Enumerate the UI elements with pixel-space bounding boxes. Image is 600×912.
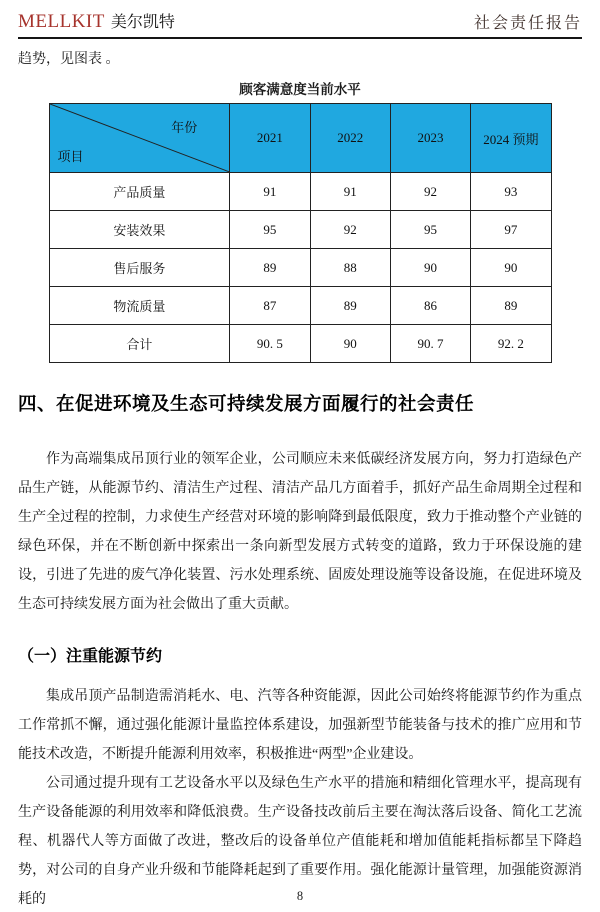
column-header-2023: 2023 [390,104,470,173]
column-header-2024-forecast: 2024 预期 [471,104,551,173]
cell-value: 88 [310,249,390,287]
cell-value: 89 [310,287,390,325]
cell-value: 91 [230,173,310,211]
row-label-total: 合计 [49,325,230,363]
cell-value: 90 [471,249,551,287]
cell-value: 91 [310,173,390,211]
intro-text: 趋势，见图表 。 [18,52,120,67]
paragraph-energy-saving-2: 公司通过提升现有工艺设备水平以及绿色生产水平的措施和精细化管理水平，提高现有生产设备能源的利用效率和降低浪费。生产设备技改前后主要在淘汰落后设备、简化工艺流程、机器代人等方面做了改进，整改后的设备单位产值能耗和增加值能耗指标都呈下降趋势，对公司的自身产业升级和节能降耗起到了重要作用。强化能源计量管理，加强能资源消耗的 [18,776,582,907]
cell-value: 90 [310,325,390,363]
corner-cell [49,104,230,173]
document-title: 社会责任报告 [473,15,582,32]
section-heading: 四、在促进环境及生态可持续发展方面履行的社会责任 [18,393,475,414]
table-row-total [49,325,551,363]
cell-value: 90. 5 [230,325,310,363]
page-number: 8 [296,889,304,903]
cell-value: 92 [310,211,390,249]
column-header-2021: 2021 [230,104,310,173]
row-label-after-sales: 售后服务 [49,249,230,287]
table-row [49,287,551,325]
cell-value: 89 [230,249,310,287]
row-label-installation: 安装效果 [49,211,230,249]
table-title: 顾客满意度当前水平 [239,82,361,97]
page-header [18,0,582,39]
corner-label-item: 项目 [57,149,84,164]
cell-value: 90 [390,249,470,287]
cell-value: 97 [471,211,551,249]
table-row [49,211,551,249]
row-label-logistics: 物流质量 [49,287,230,325]
table-row [49,249,551,287]
cell-value: 87 [230,287,310,325]
paragraph-energy-saving-1: 集成吊顶产品制造需消耗水、电、汽等各种资能源，因此公司始终将能源节约作为重点工作常抓不懈，通过强化能源计量监控体系建设，加强新型节能装备与技术的推广应用和节能技术改造，不断提升能源利用效率，积极推进“两型”企业建设。 [18,689,582,762]
table-row [49,173,551,211]
cell-value: 86 [390,287,470,325]
brand-name-cn: 美尔凯特 [110,14,175,31]
paragraph-environment-overview: 作为高端集成吊顶行业的领军企业，公司顺应未来低碳经济发展方向，努力打造绿色产品生产链，从能源节约、清洁生产过程、清洁产品几方面着手，抓好产品生命周期全过程和生产全过程的控制，力求使生产经营对环境的影响降到最低限度，致力于推动整个产业链的绿色环保，并在不断创新中探索出一条向新型发展方式转变的道路，致力于环保设施的建设，引进了先进的废气净化装置、污水处理系统、固废处理设施等设备设施，在促进环境及生态可持续发展方面为社会做出了重大贡献。 [18,452,582,612]
table-header-row [49,104,551,173]
cell-value: 92 [390,173,470,211]
cell-value: 92. 2 [471,325,551,363]
cell-value: 93 [471,173,551,211]
cell-value: 89 [471,287,551,325]
cell-value: 95 [230,211,310,249]
cell-value: 95 [390,211,470,249]
cell-value: 90. 7 [390,325,470,363]
satisfaction-table [49,103,552,363]
corner-label-year: 年份 [171,120,198,135]
brand [18,9,175,33]
brand-logo-text: MELLKIT [18,11,105,32]
column-header-2022: 2022 [310,104,390,173]
row-label-product-quality: 产品质量 [49,173,230,211]
subsection-heading-energy-saving: （一）注重能源节约 [18,648,163,665]
